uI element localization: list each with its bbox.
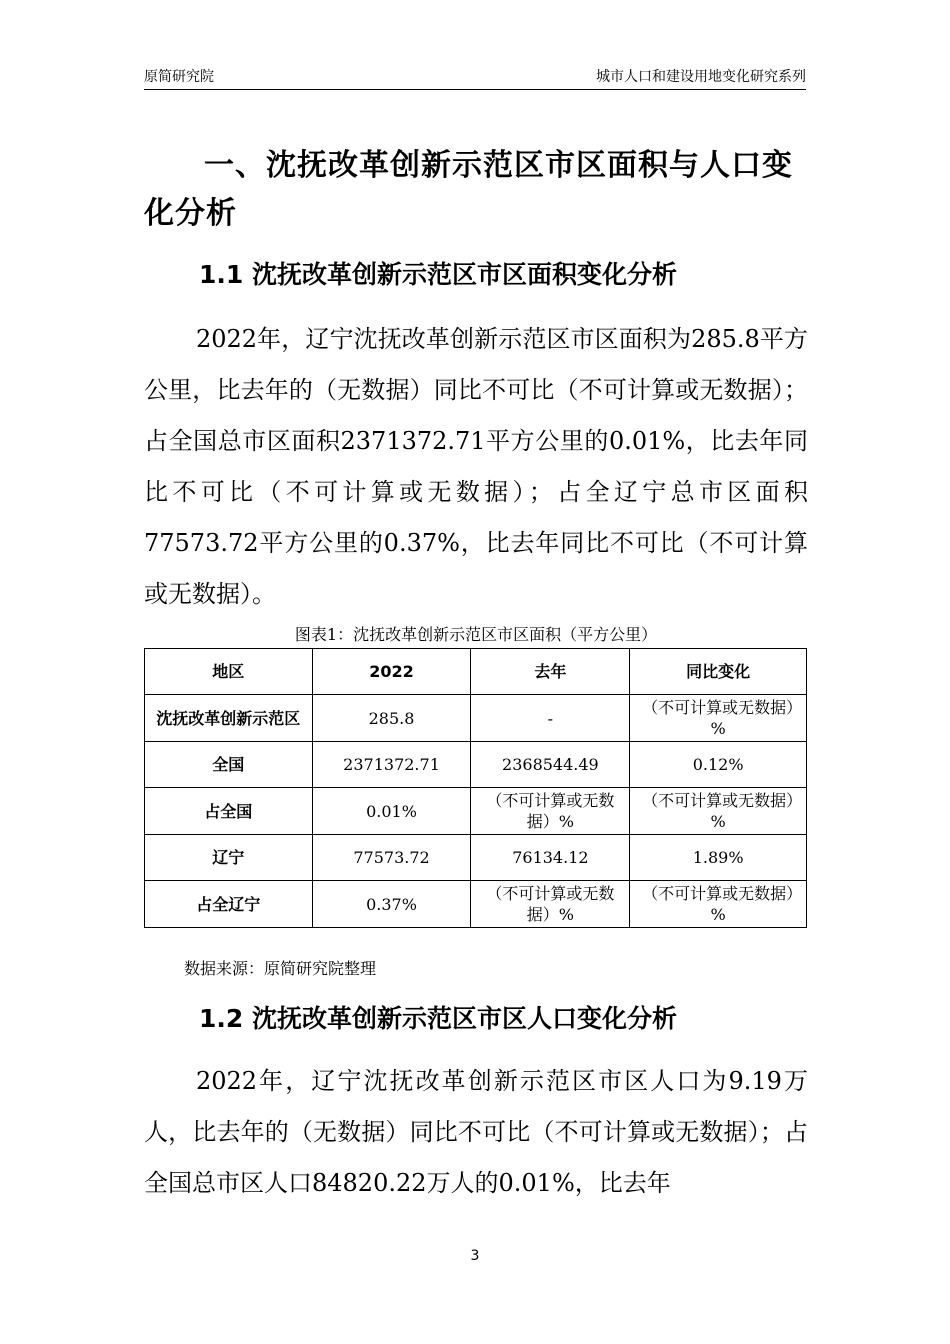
cell-last-year: 2368544.49 xyxy=(471,742,630,788)
page-number: 3 xyxy=(470,1248,480,1264)
table-1-source-note: 数据来源：原简研究院整理 xyxy=(184,959,377,978)
section-1-2-heading: 1.2 沈抚改革创新示范区市区人口变化分析 xyxy=(199,1004,677,1033)
table-row xyxy=(145,695,807,742)
section-1-heading: 一、沈抚改革创新示范区市区面积与人口变化分析 xyxy=(144,148,793,231)
col-header-2022: 2022 xyxy=(312,649,471,695)
cell-yoy-change: （不可计算或无数据）% xyxy=(630,695,807,742)
area-table xyxy=(144,648,807,928)
section-1-1-heading: 1.1 沈抚改革创新示范区市区面积变化分析 xyxy=(199,260,677,289)
header-divider xyxy=(144,89,806,90)
cell-region: 占全国 xyxy=(145,788,313,835)
header-org-name: 原简研究院 xyxy=(144,69,214,85)
cell-last-year: （不可计算或无数据）% xyxy=(471,881,630,928)
cell-region: 全国 xyxy=(145,742,313,788)
cell-2022: 0.37% xyxy=(312,881,471,928)
cell-yoy-change: （不可计算或无数据）% xyxy=(630,788,807,835)
header-series-title: 城市人口和建设用地变化研究系列 xyxy=(596,69,806,85)
col-header-region: 地区 xyxy=(145,649,313,695)
cell-region: 占全辽宁 xyxy=(145,881,313,928)
cell-yoy-change: （不可计算或无数据）% xyxy=(630,881,807,928)
cell-region: 沈抚改革创新示范区 xyxy=(145,695,313,742)
cell-2022: 2371372.71 xyxy=(312,742,471,788)
cell-2022: 0.01% xyxy=(312,788,471,835)
col-header-last-year: 去年 xyxy=(471,649,630,695)
section-1-2-paragraph: 2022年，辽宁沈抚改革创新示范区市区人口为9.19万人，比去年的（无数据）同比不可比（不可计算或无数据）；占全国总市区人口84820.22万人的0.01%，比去年 xyxy=(144,1067,808,1197)
section-1-1-paragraph: 2022年，辽宁沈抚改革创新示范区市区面积为285.8平方公里，比去年的（无数据）同比不可比（不可计算或无数据）；占全国总市区面积2371372.71平方公里的0.01%，比去年同比不可比（不可计算或无数据）；占全辽宁总市区面积77573.72平方公里的0.37%，比去年同比不可比（不可计算或无数据）。 xyxy=(144,325,808,608)
cell-last-year: 76134.12 xyxy=(471,835,630,881)
table-row xyxy=(145,881,807,928)
col-header-yoy-change: 同比变化 xyxy=(630,649,807,695)
cell-yoy-change: 0.12% xyxy=(630,742,807,788)
cell-2022: 77573.72 xyxy=(312,835,471,881)
table-row xyxy=(145,788,807,835)
cell-2022: 285.8 xyxy=(312,695,471,742)
table-row xyxy=(145,742,807,788)
table-row xyxy=(145,835,807,881)
cell-yoy-change: 1.89% xyxy=(630,835,807,881)
table-1-caption: 图表1：沈抚改革创新示范区市区面积（平方公里） xyxy=(294,625,658,644)
cell-last-year: - xyxy=(471,695,630,742)
table-header-row xyxy=(145,649,807,695)
cell-last-year: （不可计算或无数据）% xyxy=(471,788,630,835)
cell-region: 辽宁 xyxy=(145,835,313,881)
